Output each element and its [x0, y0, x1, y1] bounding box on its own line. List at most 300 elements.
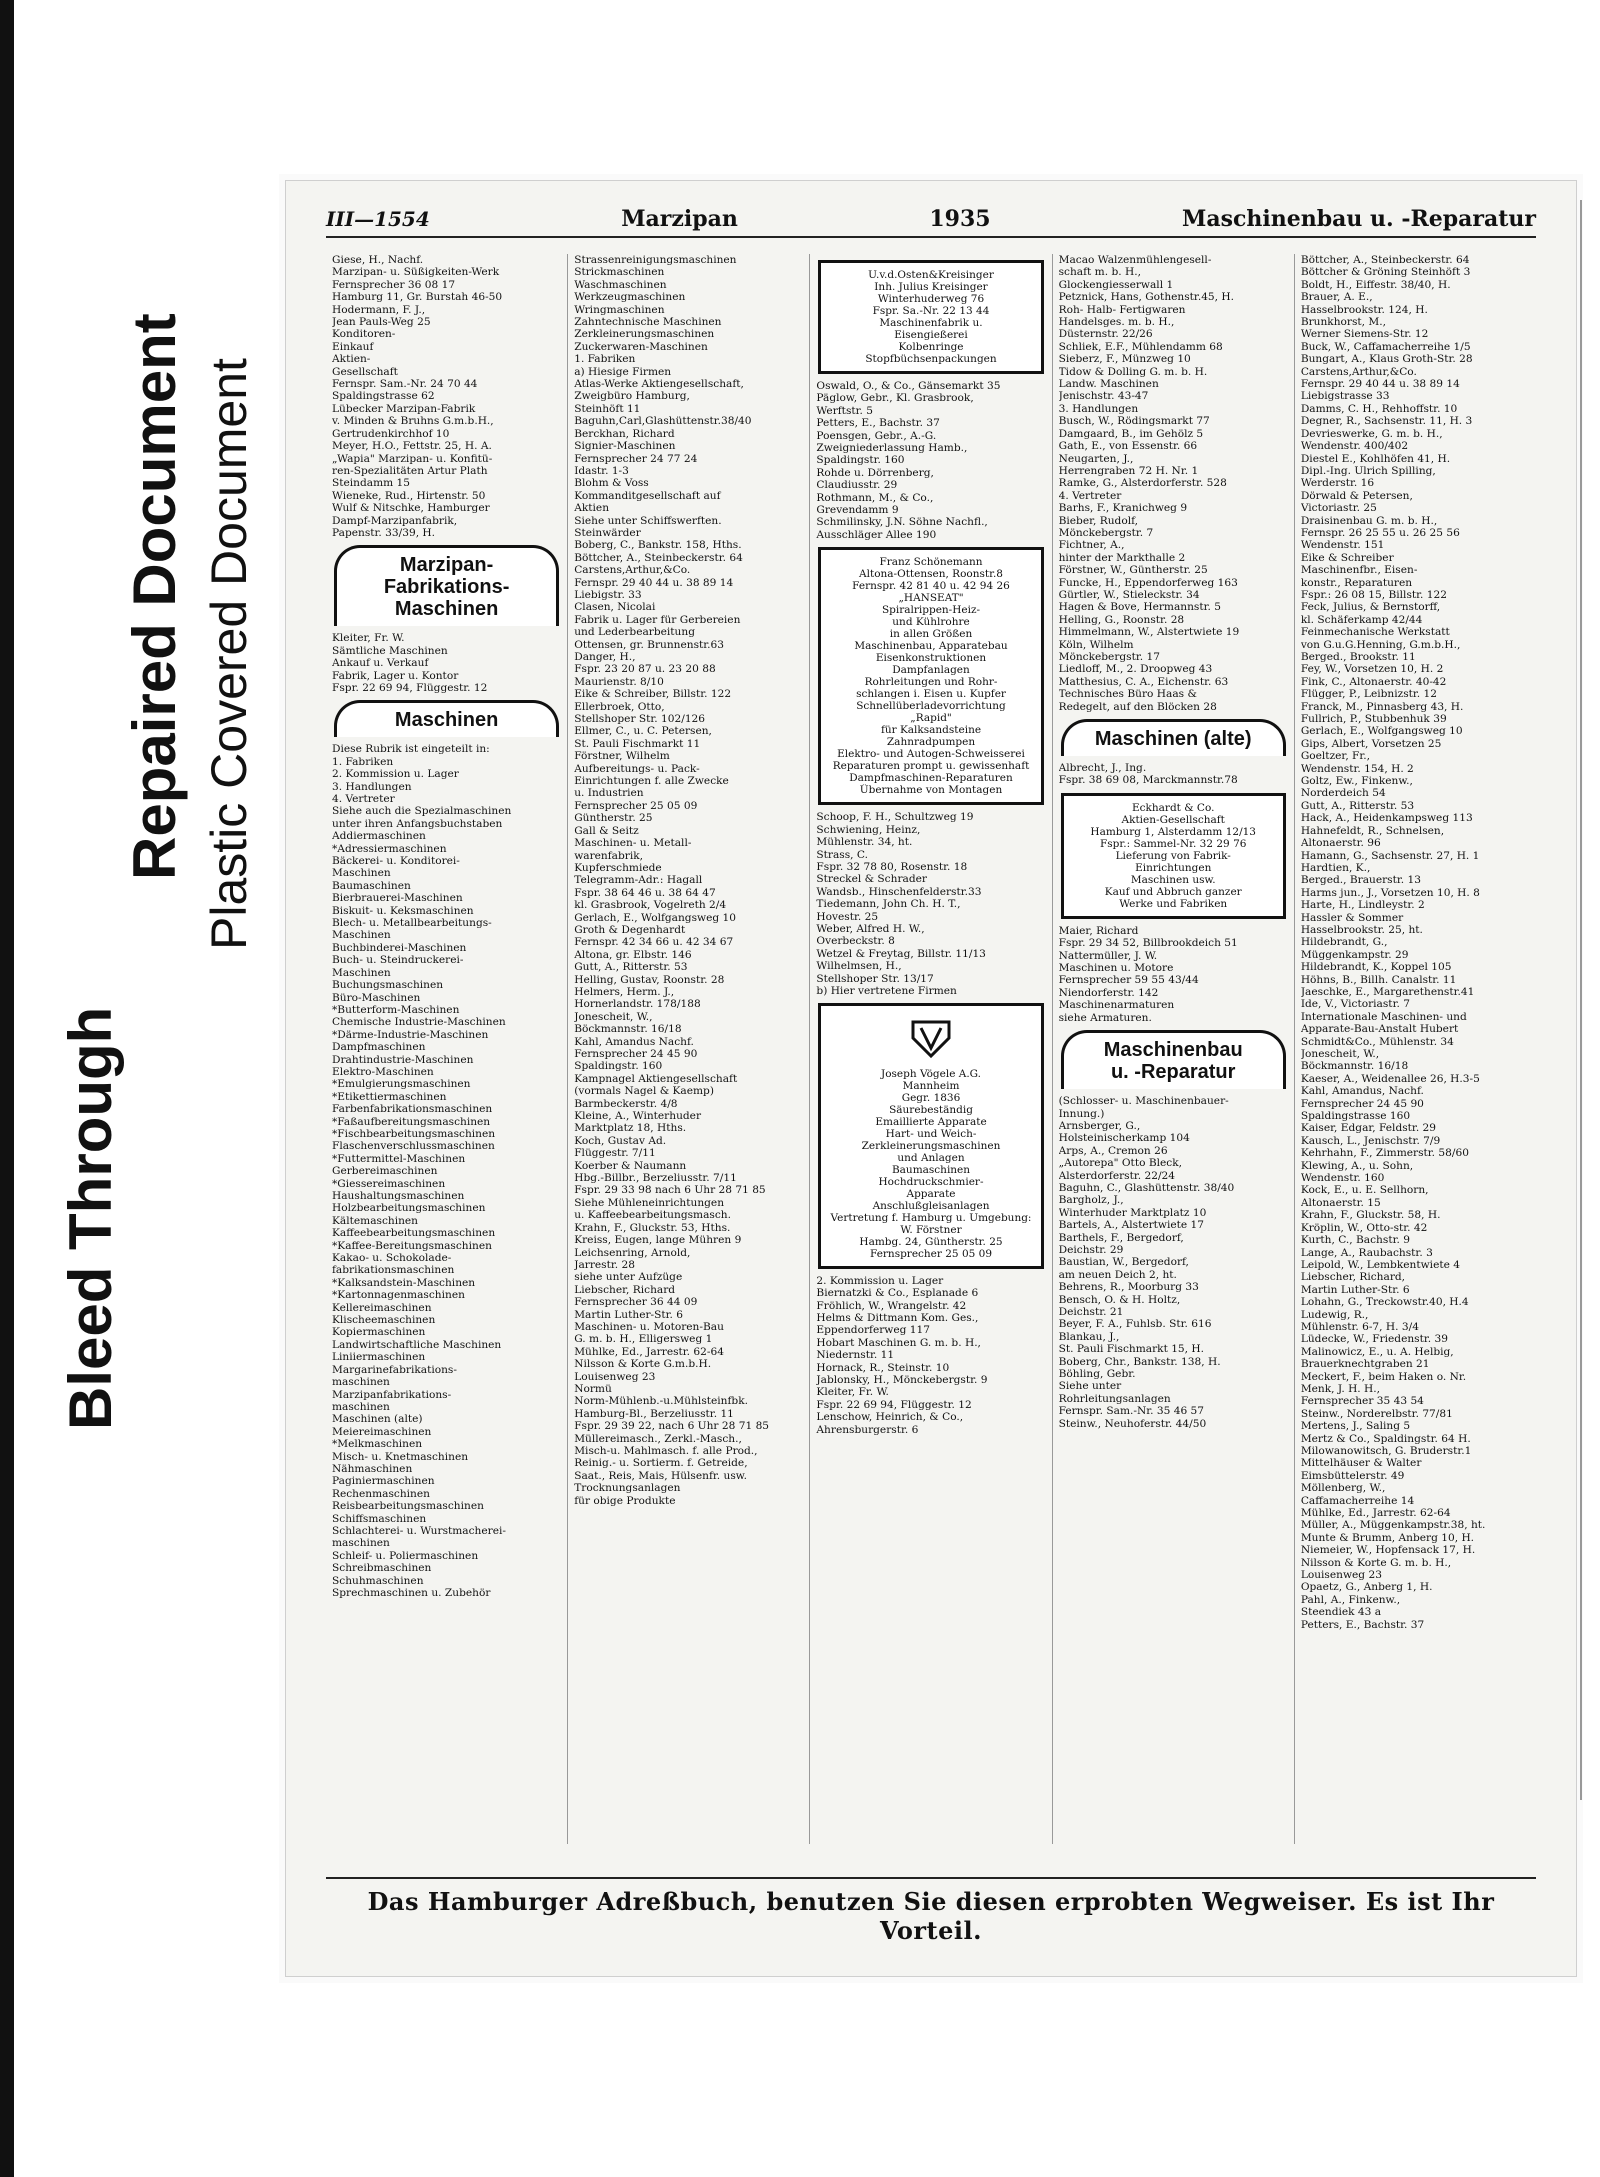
directory-line: Baustian, W., Bergedorf, [1058, 1256, 1189, 1269]
directory-line: Fernspr. Sam.-Nr. 24 70 44 [332, 378, 478, 391]
directory-line: Blech- u. Metallbearbeitungs- [332, 917, 492, 930]
directory-line: Telegramm-Adr.: Hagall [574, 874, 703, 887]
directory-line: Buck, W., Caffamacherreihe 1/5 [1300, 340, 1471, 353]
directory-line: Lüdecke, W., Friedenstr. 39 [1300, 1333, 1448, 1346]
directory-line: Fspr. 29 34 52, Billbrookdeich 51 [1058, 937, 1238, 950]
directory-line: Giese, H., Nachf. [332, 254, 424, 266]
directory-line: Mertz & Co., Spaldingstr. 64 H. [1300, 1432, 1471, 1445]
directory-line: Hildebrandt, G., [1300, 936, 1388, 949]
directory-line: Niendorferstr. 142 [1058, 986, 1159, 999]
directory-line: Bieber, Rudolf, [1058, 514, 1138, 527]
directory-line: kl. Grasbrook, Vogelreth 2/4 [574, 899, 727, 912]
directory-line: Maschinenfbr., Eisen- [1300, 564, 1418, 577]
annotation-sidebar [57, 200, 270, 1900]
directory-line: Schlachterei- u. Wurstmacherei- [332, 1524, 506, 1537]
directory-line: Müllereimasch., Zerkl.-Masch., [574, 1432, 742, 1445]
ad-maschinen-heading [334, 700, 559, 737]
directory-line: Fernsprecher 24 77 24 [574, 452, 698, 465]
directory-line: Hack, A., Heidenkampsweg 113 [1300, 812, 1473, 825]
directory-line: kl. Schäferkamp 42/44 [1300, 613, 1423, 626]
directory-line: Harte, H., Lindleystr. 2 [1300, 899, 1425, 912]
directory-line: Fernspr. 29 40 44 u. 38 89 14 [574, 576, 734, 589]
directory-line: Hasselbrookstr. 124, H. [1300, 303, 1428, 316]
directory-line: Schreibmaschinen [332, 1562, 432, 1575]
directory-line: Lübecker Marzipan-Fabrik [332, 402, 476, 415]
directory-line: Steindamm 15 [332, 477, 411, 490]
directory-line: Berckhan, Richard [574, 427, 675, 440]
directory-line: Landw. Maschinen [1058, 378, 1159, 391]
directory-line: Kahl, Amandus, Nachf. [1300, 1085, 1424, 1098]
directory-line: *Butterform-Maschinen [332, 1003, 460, 1016]
directory-line: Fichtner, A., [1058, 539, 1125, 552]
directory-line: Apparate-Bau-Anstalt Hubert [1300, 1023, 1459, 1036]
directory-line: Kleine, A., Winterhuder [574, 1110, 702, 1123]
directory-line: Ahrensburgerstr. 6 [816, 1423, 919, 1436]
directory-line: Malinowicz, E., u. A. Helbig, [1300, 1345, 1454, 1358]
column-3-entries-b [816, 811, 1045, 997]
directory-line: Altona-Ottensen, Roonstr.8 [859, 568, 1003, 581]
directory-line: Siehe auch die Spezialmaschinen [332, 805, 512, 818]
directory-line: Degner, R., Sachsenstr. 11, H. 3 [1300, 415, 1473, 428]
directory-line: Steinw., Neuhoferstr. 44/50 [1058, 1417, 1207, 1430]
directory-line: Spaldingstr. 160 [574, 1060, 663, 1073]
directory-line: in allen Größen [889, 628, 973, 641]
column-3 [810, 254, 1052, 1844]
directory-line: Goeltzer, Fr., [1300, 750, 1371, 763]
directory-line: Louisenweg 23 [1300, 1569, 1382, 1582]
directory-line: Siehe Mühleneinrichtungen [574, 1196, 725, 1209]
directory-line: St. Pauli Fischmarkt 15, H. [1058, 1343, 1205, 1356]
directory-line: Baumaschinen [332, 879, 411, 892]
directory-line: Martin Luther-Str. 6 [1300, 1283, 1410, 1296]
directory-line: für obige Produkte [574, 1494, 676, 1507]
directory-line: Normü [574, 1382, 612, 1395]
directory-line: hinter der Markthalle 2 [1058, 551, 1186, 564]
directory-line: Werner Siemens-Str. 12 [1300, 328, 1429, 341]
directory-line: Meckert, F., beim Haken o. Nr. [1300, 1370, 1467, 1383]
directory-line: Chemische Industrie-Maschinen [332, 1016, 506, 1029]
directory-line: Hochdruckschmier- [878, 1175, 984, 1188]
directory-line: Sieberz, F., Münzweg 10 [1058, 353, 1191, 366]
column-3-entries-c [816, 1275, 1045, 1436]
directory-line: Matthesius, C. A., Eichenstr. 63 [1058, 675, 1229, 688]
directory-line: Eimsbüttelerstr. 49 [1300, 1469, 1405, 1482]
directory-line: Carstens,Arthur,&Co. [574, 564, 691, 577]
directory-line: *Kaffee-Bereitungsmaschinen [332, 1239, 492, 1252]
directory-line: Reparaturen prompt u. gewissenhaft [832, 760, 1030, 773]
directory-line: Fernsprecher 36 08 17 [332, 278, 456, 291]
directory-line: Franz Schönemann [879, 556, 983, 569]
directory-line: Hahnefeldt, R., Schnelsen, [1300, 824, 1445, 837]
directory-line: Hamburg 11, Gr. Burstah 46-50 [332, 291, 503, 304]
directory-line: Milowanowitsch, G. Bruderstr.1 [1300, 1445, 1472, 1457]
directory-line: Louisenweg 23 [574, 1370, 656, 1383]
directory-line: Konditoren- [332, 328, 396, 341]
directory-line: Elektro- und Autogen-Schweisserei [837, 748, 1025, 761]
directory-line: Maschinen- u. Metall- [574, 837, 692, 850]
directory-line: Koch, Gustav Ad. [574, 1134, 667, 1147]
directory-line: Boberg, Chr., Bankstr. 138, H. [1058, 1355, 1221, 1368]
directory-line: *Kartonnagenmaschinen [332, 1289, 465, 1302]
ad-eckhardt-lines [1070, 802, 1277, 910]
directory-line: für Kalksandsteine [880, 724, 982, 737]
directory-line: Altonaerstr. 15 [1300, 1196, 1381, 1209]
directory-line: Wendenstr. 400/402 [1300, 440, 1409, 453]
directory-line: Franck, M., Pinnasberg 43, H. [1300, 700, 1464, 713]
directory-line: Brauerknechtgraben 21 [1300, 1358, 1430, 1371]
directory-line: Stopfbüchsenpackungen [865, 353, 997, 365]
directory-line: Schoop, F. H., Schultzweg 19 [816, 811, 974, 824]
directory-line: Jenischstr. 43-47 [1058, 390, 1149, 403]
directory-line: Fernspr. Sam.-Nr. 35 46 57 [1058, 1405, 1205, 1418]
directory-line: von G.u.G.Henning, G.m.b.H., [1300, 638, 1461, 651]
directory-line: Niedernstr. 11 [816, 1349, 895, 1362]
label-plastic-covered: Plastic Covered Document [201, 358, 257, 950]
directory-line: Wetzel & Freytag, Billstr. 11/13 [816, 947, 986, 960]
directory-line: Jaeschke, E., Margarethenstr.41 [1300, 985, 1475, 998]
directory-line: Fernspr. 26 25 55 u. 26 25 56 [1300, 526, 1460, 539]
maschinen-heading: Maschinen [394, 709, 499, 732]
directory-line: Deichstr. 29 [1058, 1243, 1124, 1256]
directory-line: Marzipan- u. Süßigkeiten-Werk [332, 266, 500, 279]
directory-line: Victoriastr. 25 [1300, 502, 1377, 515]
directory-line: Eike & Schreiber [1300, 551, 1394, 564]
directory-line: Maurienstr. 8/10 [574, 675, 664, 688]
directory-line: Berged., Brauerstr. 13 [1300, 874, 1421, 887]
directory-line: Dampfmaschinen [332, 1041, 426, 1054]
directory-line: Devrieswerke, G. m. b. H., [1300, 427, 1443, 440]
ad-eckhardt [1061, 793, 1286, 919]
directory-line: Böckmannstr. 16/18 [574, 1023, 682, 1036]
directory-line: Flaschenverschlussmaschinen [332, 1140, 495, 1153]
directory-line: Kaeser, A., Weidenallee 26, H.3-5 [1300, 1072, 1480, 1085]
directory-line: Böttcher, A., Steinbeckerstr. 64 [574, 551, 743, 564]
directory-line: Hassler & Sommer [1300, 911, 1404, 924]
directory-line: und Lederbearbeitung [574, 626, 695, 639]
directory-line: Siehe unter Schiffswerften. [574, 514, 722, 527]
directory-line: Waschmaschinen [574, 278, 667, 291]
directory-line: Nilsson & Korte G. m. b. H., [1300, 1556, 1452, 1569]
directory-line: Werkzeugmaschinen [574, 291, 686, 304]
directory-line: Behrens, R., Moorburg 33 [1058, 1281, 1199, 1294]
directory-line: Böttcher, A., Steinbeckerstr. 64 [1300, 254, 1470, 266]
directory-line: Fernspr. 29 40 44 u. 38 89 14 [1300, 378, 1460, 391]
directory-line: „Rapid" [910, 712, 952, 725]
directory-line: Mertens, J., Saling 5 [1300, 1420, 1411, 1433]
directory-line: Güntherstr. 25 [574, 812, 653, 825]
directory-line: siehe unter Aufzüge [574, 1271, 683, 1284]
directory-line: Müggenkampstr. 29 [1300, 948, 1409, 961]
directory-line: Apparate [906, 1187, 956, 1200]
directory-line: u. Kaffeebearbeitungsmasch. [574, 1209, 731, 1222]
directory-line: Biernatzki & Co., Esplanade 6 [816, 1287, 979, 1300]
directory-line: Ide, V., Victoriastr. 7 [1300, 998, 1410, 1011]
directory-line: Bierbrauerei-Maschinen [332, 892, 463, 905]
column-3-entries [816, 380, 1045, 541]
directory-line: Winterhuderweg 76 [877, 293, 985, 305]
directory-line: Harms jun., J., Vorsetzen 10, H. 8 [1300, 886, 1480, 899]
directory-line: Siehe unter [1058, 1380, 1122, 1393]
directory-line: Holsteinischerkamp 104 [1058, 1132, 1190, 1145]
directory-line: Kleiter, Fr. W. [816, 1386, 889, 1399]
directory-line: Schmilinsky, J.N. Söhne Nachfl., [816, 516, 988, 529]
directory-line: schlangen i. Eisen u. Kupfer [856, 688, 1006, 701]
directory-line: Blohm & Voss [574, 477, 649, 490]
directory-line: Gips, Albert, Vorsetzen 25 [1300, 737, 1442, 750]
directory-line: Zuckerwaren-Maschinen [574, 340, 708, 353]
directory-line: Atlas-Werke Aktiengesellschaft, [574, 378, 744, 391]
directory-line: Goltz, Ew., Finkenw., [1300, 775, 1413, 788]
directory-line: Rohrleitungen und Rohr- [864, 676, 998, 689]
directory-line: Aufbereitungs- u. Pack- [574, 762, 700, 775]
directory-line: Maschinenbau, Apparatebau [854, 640, 1008, 653]
directory-line: Wulf & Nitschke, Hamburger [332, 502, 490, 515]
directory-line: Gutt, A., Ritterstr. 53 [1300, 799, 1415, 812]
directory-line: Gegr. 1836 [901, 1091, 961, 1104]
directory-line: Kausch, L., Jenischstr. 7/9 [1300, 1134, 1441, 1147]
directory-line: Wieneke, Rud., Hirtenstr. 50 [332, 489, 486, 502]
directory-line: Steinw., Norderelbstr. 77/81 [1300, 1407, 1453, 1420]
directory-line: Mönckebergstr. 7 [1058, 526, 1154, 539]
column-2 [568, 254, 810, 1844]
directory-line: Hobart Maschinen G. m. b. H., [816, 1336, 981, 1349]
directory-line: Innung.) [1058, 1107, 1105, 1120]
directory-line: Dörwald & Petersen, [1300, 489, 1413, 502]
directory-line: Liebigstrasse 33 [1300, 390, 1390, 403]
directory-line: Schuhmaschinen [332, 1574, 424, 1587]
directory-line: Jonescheit, W., [1300, 1048, 1380, 1060]
directory-line: Blankau, J., [1058, 1330, 1120, 1343]
directory-line: Arps, A., Cremon 26 [1058, 1144, 1168, 1157]
directory-line: Kaffeebearbeitungsmaschinen [332, 1227, 496, 1240]
directory-line: b) Hier vertretene Firmen [816, 984, 957, 997]
directory-line: Albrecht, J., Ing. [1058, 762, 1147, 775]
directory-line: Buch- u. Steindruckerei- [332, 954, 464, 967]
ad-maschinenbau-reparatur [1061, 1030, 1286, 1089]
directory-line: Ellerbroek, Otto, [574, 700, 665, 713]
directory-line: Hildebrandt, K., Koppel 105 [1300, 961, 1452, 974]
directory-line: Müller, A., Müggenkampstr.38, ht. [1300, 1519, 1486, 1532]
directory-line: Berged., Brookstr. 11 [1300, 651, 1416, 663]
directory-line: Maschinen [332, 867, 391, 880]
directory-line: Hagen & Bove, Hermannstr. 5 [1058, 601, 1222, 614]
directory-line: Jarrestr. 28 [574, 1258, 635, 1271]
directory-line: Lohahn, G., Treckowstr.40, H.4 [1300, 1296, 1469, 1309]
directory-line: Fernsprecher 24 45 90 [1300, 1097, 1424, 1110]
directory-line: Säurebeständig [889, 1103, 973, 1116]
directory-line: Arnsberger, G., [1058, 1119, 1141, 1132]
directory-line: Flügger, P., Leibnizstr. 12 [1300, 688, 1437, 701]
directory-line: Altona, gr. Elbstr. 146 [574, 948, 692, 961]
directory-line: Mühlke, Ed., Jarrestr. 62-64 [574, 1345, 724, 1358]
directory-line: und Anlagen [897, 1151, 965, 1164]
directory-line: Spaldingstr. 160 [816, 454, 905, 467]
directory-line: Lenschow, Heinrich, & Co., [816, 1411, 964, 1424]
directory-line: Kältemaschinen [332, 1214, 419, 1227]
directory-line: Förstner, W., Güntherstr. 25 [1058, 564, 1208, 577]
directory-line: Petters, E., Bachstr. 37 [816, 417, 940, 430]
column-1-kleiter [332, 632, 561, 694]
directory-line: Internationale Maschinen- und [1300, 1010, 1467, 1023]
directory-line: Brauer, A. E., [1300, 291, 1373, 304]
directory-line: Maschinen [394, 598, 499, 621]
directory-line: Liniiermaschinen [332, 1351, 426, 1364]
directory-line: fabrikationsmaschinen [332, 1264, 455, 1277]
directory-line: Ramke, G., Alsterdorferstr. 528 [1058, 477, 1227, 490]
directory-line: Claudiusstr. 29 [816, 479, 898, 492]
ad-schoenemann [818, 547, 1043, 805]
directory-line: Maschinen usw. [1130, 873, 1216, 886]
directory-line: Rothmann, M., & Co., [816, 491, 934, 504]
directory-line: Maschinen (alte) [332, 1413, 423, 1426]
directory-line: Meiereimaschinen [332, 1425, 432, 1438]
directory-line: Klischeemaschinen [332, 1314, 436, 1327]
directory-line: Vertretung f. Hamburg u. Umgebung: [830, 1211, 1032, 1224]
directory-line: Nähmaschinen [332, 1462, 413, 1475]
directory-line: Sämtliche Maschinen [332, 644, 448, 657]
directory-line: Winterhuder Marktplatz 10 [1058, 1206, 1207, 1219]
directory-line: Höhns, B., Billh. Canalstr. 11 [1300, 973, 1457, 986]
directory-line: U.v.d.Osten&Kreisinger [868, 269, 994, 281]
directory-line: *Därme-Industrie-Maschinen [332, 1028, 489, 1041]
directory-line: Tidow & Dolling G. m. b. H. [1058, 365, 1208, 378]
page-number: III—1554 [326, 207, 430, 231]
directory-line: Hamburg 1, Alsterdamm 12/13 [1090, 825, 1256, 838]
directory-line: Signier-Maschinen [574, 440, 676, 453]
directory-line: „Wapia" Marzipan- u. Konfitü- [332, 452, 493, 465]
directory-line: Barmbeckerstr. 4/8 [574, 1097, 678, 1110]
directory-line: Maschinen u. Motore [1058, 962, 1174, 975]
directory-line: Eppendorferweg 117 [816, 1324, 930, 1337]
directory-line: Pahl, A., Finkenw., [1300, 1593, 1401, 1606]
directory-line: Neugarten, J., [1058, 452, 1134, 465]
directory-line: Bartels, A., Alstertwiete 17 [1058, 1219, 1205, 1232]
directory-line: Steendiek 43 a [1300, 1606, 1382, 1619]
directory-line: Fabrik u. Lager für Gerbereien [574, 613, 741, 626]
directory-line: Fspr. 32 78 80, Rosenstr. 18 [816, 860, 968, 873]
maschinenbau-heading [1070, 1039, 1277, 1083]
directory-line: 1. Fabriken [574, 353, 636, 366]
directory-line: Hamann, G., Sachsenstr. 27, H. 1 [1300, 849, 1480, 862]
directory-line: Steinwärder [574, 526, 641, 539]
directory-line: Fey, W., Vorsetzen 10, H. 2 [1300, 663, 1444, 676]
label-bleed-through: Bleed Through [57, 1006, 124, 1430]
directory-line: Aktien-Gesellschaft [1121, 813, 1225, 826]
directory-line: W. Förstner [900, 1223, 962, 1236]
directory-line: maschinen [332, 1376, 390, 1389]
directory-line: Draisinenbau G. m. b. H., [1300, 514, 1438, 527]
directory-line: Boberg, C., Bankstr. 158, Hths. [574, 539, 742, 552]
directory-line: Böhling, Gebr. [1058, 1368, 1136, 1381]
directory-line: Fspr. 38 69 08, Marckmannstr.78 [1058, 774, 1238, 787]
directory-line: Strassenreinigungsmaschinen [574, 254, 737, 266]
header-right-title: Maschinenbau u. -Reparatur [1182, 206, 1536, 232]
directory-line: Reinig.- u. Sortierm. f. Getreide, [574, 1457, 748, 1470]
directory-line: 4. Vertreter [332, 793, 395, 805]
ad-voegele [818, 1003, 1043, 1268]
directory-line: Kleiter, Fr. W. [332, 632, 405, 645]
directory-line: Meyer, H.O., Fettstr. 25, H. A. [332, 440, 492, 453]
directory-line: Dampfanlagen [892, 664, 970, 677]
directory-line: Glockengiesserwall 1 [1058, 278, 1174, 291]
directory-line: Spiralrippen-Heiz- [881, 604, 981, 617]
directory-line: Jonescheit, W., [574, 1010, 653, 1023]
directory-line: Wringmaschinen [574, 303, 665, 316]
directory-line: Gerlach, E., Wolfgangsweg 10 [574, 911, 736, 924]
directory-line: Möllenberg, W., [1300, 1482, 1386, 1495]
directory-line: Kurth, C., Bachstr. 9 [1300, 1234, 1410, 1247]
directory-line: Gerbereimaschinen [332, 1165, 438, 1178]
column-2-entries [574, 254, 803, 1507]
directory-line: Zerkleinerungsmaschinen [861, 1139, 1001, 1152]
directory-line: Emaillierte Apparate [875, 1115, 987, 1128]
directory-line: Funcke, H., Eppendorferweg 163 [1058, 576, 1238, 589]
directory-line: Kahl, Amandus Nachf. [574, 1035, 694, 1048]
directory-line: Papenstr. 33/39, H. [332, 526, 436, 539]
directory-line: Böttcher & Gröning Steinhöft 3 [1300, 266, 1471, 279]
directory-line: Rohde u. Dörrenberg, [816, 466, 934, 479]
directory-line: Norm-Mühlenb.-u.Mühlsteinfbk. [574, 1395, 748, 1408]
directory-line: Oswald, O., & Co., Gänsemarkt 35 [816, 380, 1001, 392]
directory-line: maschinen [332, 1400, 390, 1413]
directory-line: Böckmannstr. 16/18 [1300, 1060, 1409, 1073]
directory-line: Werke und Fabriken [1119, 897, 1228, 910]
directory-line: Schmidt&Co., Mühlenstr. 34 [1300, 1035, 1454, 1048]
directory-line: Paginiermaschinen [332, 1475, 435, 1488]
directory-line: Maschinen [332, 966, 391, 979]
directory-line: Stellshoper Str. 13/17 [816, 972, 934, 985]
directory-line: Jean Pauls-Weg 25 [332, 316, 431, 329]
directory-line: Alsterdorferstr. 22/24 [1058, 1169, 1176, 1182]
directory-line: Eckhardt & Co. [1132, 801, 1215, 814]
directory-line: Herrengraben 72 H. Nr. 1 [1058, 464, 1199, 477]
column-5 [1295, 254, 1536, 1844]
directory-line: St. Pauli Fischmarkt 11 [574, 737, 701, 750]
directory-line: Idastr. 1-3 [574, 464, 629, 477]
directory-line: Haushaltungsmaschinen [332, 1190, 465, 1202]
directory-line: Ludewig, R., [1300, 1308, 1369, 1321]
directory-line: Farbenfabrikationsmaschinen [332, 1103, 493, 1116]
directory-line: Wandsb., Hinschenfelderstr.33 [816, 885, 982, 898]
column-4-entries-c [1059, 925, 1288, 1024]
directory-line: Bargholz, J., [1058, 1194, 1124, 1207]
directory-line: Nattermüller, J. W. [1058, 949, 1158, 962]
directory-line: Fink, C., Altonaerstr. 40-42 [1300, 675, 1447, 688]
directory-line: Gerlach, E., Wolfgangsweg 10 [1300, 725, 1463, 738]
directory-line: Fspr.: 26 08 15, Billstr. 122 [1300, 588, 1447, 601]
directory-line: Hardtien, K., [1300, 861, 1371, 874]
directory-line: Fernsprecher 35 43 54 [1300, 1395, 1424, 1408]
directory-line: Kampnagel Aktiengesellschaft [574, 1072, 738, 1085]
directory-line: *Etikettiermaschinen [332, 1090, 447, 1103]
directory-line: Hasselbrookstr. 25, ht. [1300, 923, 1423, 936]
directory-line: Aktien [574, 502, 610, 515]
directory-line: Maschinenarmaturen [1058, 999, 1175, 1012]
directory-line: Deichstr. 21 [1058, 1306, 1124, 1318]
directory-line: u. Industrien [574, 787, 644, 800]
directory-line: Düsternstr. 22/26 [1058, 328, 1153, 341]
directory-line: Ottensen, gr. Brunnenstr.63 [574, 638, 725, 651]
directory-line: Schnellüberladevorrichtung [856, 700, 1006, 713]
ad-osten-kreisinger [818, 260, 1043, 374]
directory-line: Kreiss, Eugen, lange Mühren 9 [574, 1234, 742, 1247]
directory-line: Hodermann, F. J., [332, 303, 426, 316]
directory-line: Leichsenring, Arnold, [574, 1246, 691, 1259]
next-page-edge [1580, 200, 1600, 1800]
directory-line: Lange, A., Raubachstr. 3 [1300, 1246, 1433, 1259]
directory-line: Hart- und Weich- [885, 1127, 977, 1140]
directory-line: 3. Handlungen [1058, 402, 1139, 415]
